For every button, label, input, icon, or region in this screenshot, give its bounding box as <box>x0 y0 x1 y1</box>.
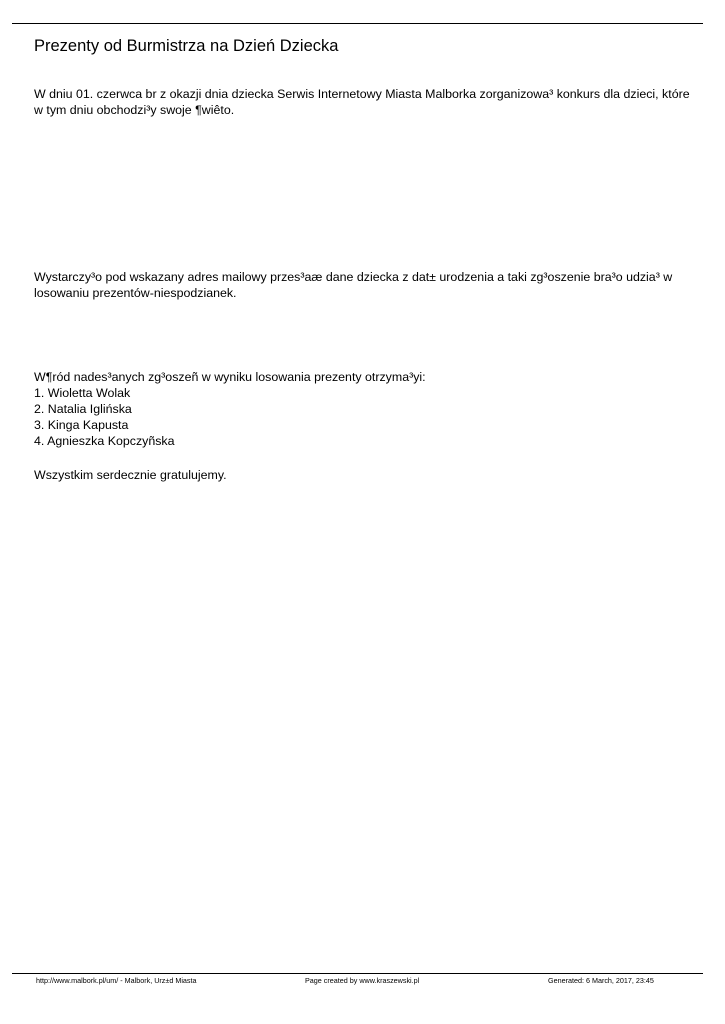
intro-line-1: W dniu 01. czerwca br z okazji dnia dziecka Serwis Internetowy Miasta Malborka zorganizowa³ konkurs dla dzieci, które <box>34 87 690 101</box>
intro-line-2: w tym dniu obchodzi³y swoje ¶wiêto. <box>34 103 235 117</box>
closing-paragraph: Wszystkim serdecznie gratulujemy. <box>34 468 227 482</box>
footer-generated-date: Generated: 6 March, 2017, 23:45 <box>548 976 654 985</box>
instructions-line-2: losowaniu prezentów-niespodzianek. <box>34 286 237 300</box>
instructions-line-1: Wystarczy³o pod wskazany adres mailowy przes³aæ dane dziecka z dat± urodzenia a taki zg³oszenie bra³o udzia³ w <box>34 270 673 284</box>
header-divider <box>12 23 703 24</box>
winner-item: 2. Natalia Iglińska <box>34 402 132 416</box>
results-section <box>34 369 674 449</box>
instructions-paragraph <box>34 269 674 301</box>
footer-source-link[interactable]: http://www.malbork.pl/um/ - Malbork, Urz±d Miasta <box>36 976 197 985</box>
winners-list <box>34 385 674 449</box>
winner-item: 1. Wioletta Wolak <box>34 386 131 400</box>
winner-item: 3. Kinga Kapusta <box>34 418 129 432</box>
footer-divider <box>12 973 703 974</box>
results-intro: W¶ród nades³anych zg³oszeñ w wyniku losowania prezenty otrzyma³yi: <box>34 370 426 384</box>
winner-item: 4. Agnieszka Kopczyñska <box>34 434 175 448</box>
page-title: Prezenty od Burmistrza na Dzień Dziecka <box>34 37 339 55</box>
intro-paragraph <box>34 86 690 118</box>
footer-credit: Page created by www.kraszewski.pl <box>305 976 420 985</box>
